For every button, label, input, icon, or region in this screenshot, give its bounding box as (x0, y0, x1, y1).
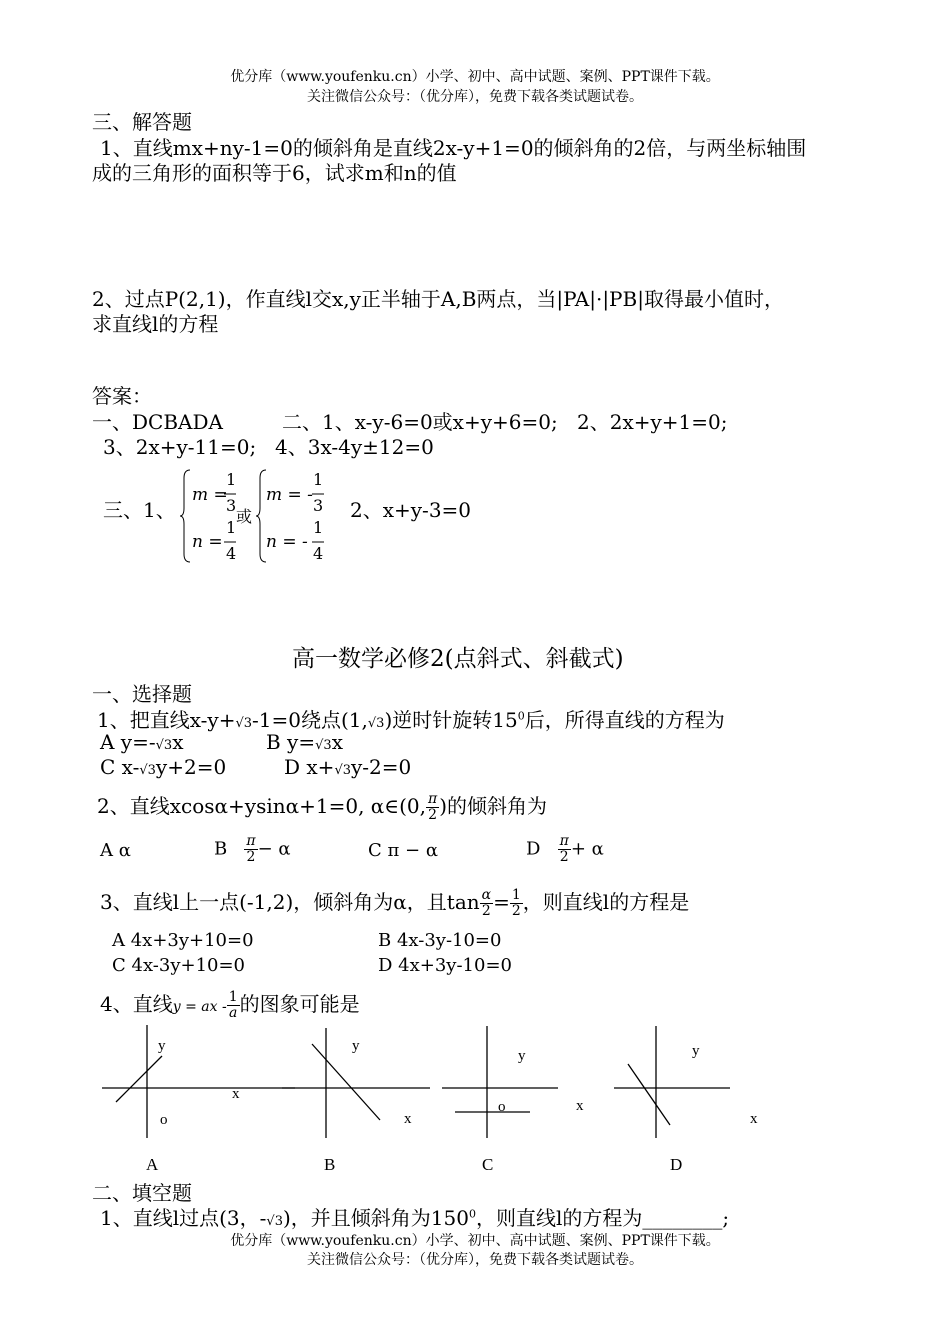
graph-b (282, 1028, 430, 1174)
graph-b-label: B (324, 1155, 336, 1174)
section-title-fill: 二、填空题 (92, 1181, 192, 1205)
graph-options (90, 1020, 790, 1180)
answers-line-3-prefix: 三、1、 (103, 498, 176, 522)
page-title: 高一数学必修2(点斜式、斜截式) (292, 646, 624, 672)
choice-q3-option-c: C 4x-3y+10=0 (112, 955, 246, 976)
answer-n-2-den: 4 (313, 544, 324, 563)
graph-c-label: C (482, 1155, 494, 1174)
graph-a-origin: o (160, 1112, 168, 1128)
graph-b-x-label: x (404, 1111, 412, 1127)
choice-q2-option-c: C π − α (368, 840, 439, 861)
graph-c-x-label: x (576, 1098, 584, 1114)
answers-line-3-suffix: 2、x+y-3=0 (350, 498, 472, 522)
answer-n-2: n = - (266, 532, 308, 552)
answers-line-1a: 一、DCBADA (92, 410, 223, 434)
answer-n-1-num: 1 (226, 518, 237, 537)
graph-c (442, 1026, 584, 1174)
choice-q2-text: 2、直线xcosα+ysinα+1=0, α∈(0, $\frac{\pi}{2}$ )的倾斜角为 (97, 791, 548, 823)
answers-line-1b: 二、1、x-y-6=0或x+y+6=0; (282, 410, 558, 434)
footer-line-2: 关注微信公众号：（优分库），免费下载各类试题试卷。 (307, 1252, 643, 1268)
graph-c-origin: o (498, 1099, 506, 1115)
choice-q3-option-a: A 4x+3y+10=0 (112, 930, 254, 951)
answers-line-1c: 2、2x+y+1=0; (577, 410, 728, 434)
graph-a-label: A (146, 1155, 159, 1174)
choice-q2-option-d: D $\frac{\pi}{2}$ + α (526, 833, 604, 865)
graph-d-x-label: x (750, 1111, 758, 1127)
choice-q2-option-b: B $\frac{\pi}{2}$ − α (214, 833, 291, 865)
choice-q4-text: 4、直线y = ax - $\frac{1}{a}$ 的图象可能是 (100, 989, 360, 1021)
graph-a-x-label: x (232, 1086, 240, 1102)
question-1-line-2: 成的三角形的面积等于6，试求m和n的值 (92, 161, 457, 185)
answer-m-2: m = - (266, 485, 313, 505)
choice-q1-option-d: D x+√3y-2=0 (284, 755, 412, 779)
fill-q1-text: 1、直线l过点(3，-√3)，并且倾斜角为$150^0$，则直线l的方程为________; (100, 1206, 730, 1230)
choice-q2-option-a: A α (100, 840, 131, 861)
answer-or: 或 (236, 507, 253, 526)
section-title-answers: 三、解答题 (92, 110, 192, 134)
choice-q1-option-b: B y=√3x (266, 730, 343, 754)
graph-d (614, 1026, 758, 1174)
choice-q3-option-d: D 4x+3y-10=0 (378, 955, 512, 976)
answer-n-2-num: 1 (313, 518, 324, 537)
question-2-line-2: 求直线l的方程 (92, 312, 219, 336)
answer-n-1-den: 4 (226, 544, 237, 563)
graph-a-y-label: y (158, 1038, 166, 1054)
answers-label: 答案： (92, 384, 152, 408)
graph-a (102, 1025, 295, 1174)
answer-m-1-den: 3 (226, 496, 237, 515)
choice-q3-text: 3、直线l上一点(-1,2)，倾斜角为α，且tan $\frac{\alpha}{2}$ = $\frac{1}{2}$ ，则直线l的方程是 (100, 887, 690, 919)
header-line-1: 优分库（www.youfenku.cn）小学、初中、高中试题、案例、PPT课件下载。 (230, 69, 720, 85)
answer-m-1-num: 1 (226, 470, 237, 489)
header-line-2: 关注微信公众号：（优分库），免费下载各类试题试卷。 (307, 89, 643, 105)
answer-m-2-num: 1 (313, 470, 324, 489)
answer-n-1: n = (192, 532, 223, 552)
graph-c-y-label: y (518, 1048, 526, 1064)
choice-q3-option-b: B 4x-3y-10=0 (378, 930, 502, 951)
choice-q1-option-a: A y=-√3x (100, 730, 184, 754)
section-title-choice: 一、选择题 (92, 682, 192, 706)
answer-m-2-den: 3 (313, 496, 324, 515)
question-2-line-1: 2、过点P(2,1)，作直线l交x,y正半轴于A,B两点，当|PA|·|PB|取得最小值时， (92, 287, 784, 311)
graph-d-label: D (670, 1155, 683, 1174)
answers-line-2b: 4、3x-4y±12=0 (275, 435, 434, 459)
answer-m-1: m = (192, 485, 228, 505)
graph-b-y-label: y (352, 1038, 360, 1054)
footer-line-1: 优分库（www.youfenku.cn）小学、初中、高中试题、案例、PPT课件下载。 (230, 1233, 720, 1249)
answers-line-2a: 3、2x+y-11=0; (103, 435, 257, 459)
choice-q1-text: 1、把直线x-y+√3-1=0绕点(1,√3)逆时针旋转$15^0$后，所得直线的方程为 (97, 708, 725, 732)
choice-q1-option-c: C x-√3y+2=0 (100, 755, 227, 779)
graph-d-y-label: y (692, 1043, 700, 1059)
question-1-line-1: 1、直线mx+ny-1=0的倾斜角是直线2x-y+1=0的倾斜角的2倍，与两坐标轴围 (100, 136, 807, 160)
